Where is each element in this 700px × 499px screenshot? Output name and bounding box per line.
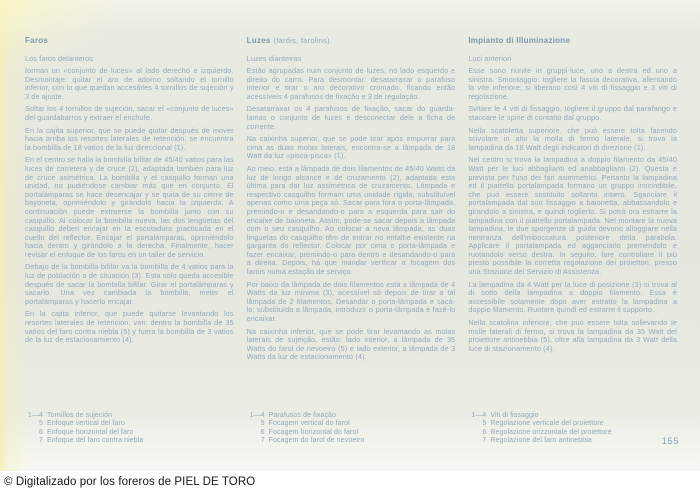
paragraph: Esse sono riunite in gruppi-luce, uno a destra ed uno a sinistra. Smontaggio: togliere la fascia decorativa, allentando la vite inferiore; si liberano così 4 viti di fissaggio e 3 viti di regolazione. [468, 66, 677, 101]
title-text: Impianto di Illuminazione [468, 36, 571, 45]
text-columns [25, 36, 677, 448]
footnote-text: Viti di fissaggio [490, 411, 539, 419]
title-text: Faros [25, 36, 49, 45]
footnote-text: Enfoque del faro contra niebla [47, 437, 144, 445]
footnote-number: 5 [39, 420, 43, 428]
footnote-number: 1—4 [471, 411, 487, 419]
footnote-row [247, 437, 456, 446]
footnote-text: Focagem vertical do farol [268, 420, 350, 428]
paragraph: En el centro se halla la bombilla bifilar de 45/40 vatios para las luces de carretera y de cruce (2), adaptada también para luz de cruce asimétrica. La bombilla y el casquillo forman una unidad, no pudiéndose cambiar más que en conjunto. El portalámparas se hace desencajar y se quita de su cierre de bayoneta, oprimiéndolo y girándolo hacia la izquierda. A continuación puede extraerse la bombilla junto con su casquillo. Al colocar la bombilla nueva, las dos lengüetas del casquillo deben encajar en la escotadura practicada en el cuello del reflector. Encajar el portalámparas, oprimiéndolo hacia dentro y girándolo a la derecha. Finalmente, hacer revisar el enfoque de los faros en un taller de servicio. [25, 155, 234, 259]
column-spanish [25, 36, 234, 448]
paragraph: Na caixinha inferior, que se pode tirar levantando as molas laterais de sujeição, estão: lado interior, a lâmpada de 35 Watts do farol de nevoeiro (5) e lado exterior, a lâmpada de 3 Watts da luz de estacionamento (4). [246, 326, 456, 362]
footnote-number: 7 [260, 437, 265, 445]
footnote-text: Parafusos de fixação [268, 411, 337, 419]
paragraph: Desatarraxar os 4 parafusos de fixação, sacar do guarda-lamas o conjunto de luzes e desconectar dele a ficha de corrente. [246, 104, 456, 131]
paragraph: Ao meio, está a lâmpada de dois filamentos de 45/40 Watts da luz de longo alcance e de cruzamento (2), adaptada esta última para dar luz assimétrica de cruzamento. Lâmpada e respectivo casquilho formam uma unidade rígida, substituível apenas como uma peça só. Sacar para fora o porta-lâmpada, premindo-o e desandando-o para a esquerda para sair do encaixe de baioneta. Assim, pode-se sacar depois a lâmpada com o seu casquilho. Ao colocar a nova lâmpada, as duas linguetas do casquilho têm de entrar no entalhe existente na garganta do reflector. Colocar por cima o porta-lâmpada e fazer encaixar, premindo-o para dentro e desandando-o para a direita. Depois, há que mandar verificar a focagem dos faróis numa estação de serviço. [246, 163, 456, 277]
footnote-row [25, 412, 234, 421]
title-note: (faróis, farolins) [273, 36, 330, 45]
footnote-row [25, 429, 234, 438]
paragraph: Por baixo da lâmpada de dois filamentos está a lâmpada de 4 Watts da luz mínima (3), acessível só depois de tirar a tal lâmpada de 2 filamentos. Desandar o porta-lâmpada e sacá-lo; substituída a lâmpada, introduzir o porta-lâmpada e fazê-lo encaixar. [246, 279, 456, 324]
footnote-legend [247, 412, 456, 448]
footnote-number: 6 [482, 428, 487, 436]
footnote-number: 1—4 [249, 411, 265, 419]
paragraph: En la cajita inferior, que puede quitarse levantando los resortes laterales de retención, van: dentro la bombilla de 35 vatios del faro contra niebla (5) y fuera la bombilla de 3 vatios de la luz de estacionamiento (4). [25, 309, 234, 345]
column-subtitle: Luzes dianteiras [246, 54, 302, 63]
footnote-row [247, 420, 456, 429]
footnote-number: 7 [39, 437, 43, 445]
title-text: Luzes [246, 36, 271, 45]
footnote-text: Enfoque horizontal del faro [47, 428, 134, 436]
paragraph: Nella scatoletta superiore, che può essere tolta facendo scivolare in alto la molla di fermo laterale, si trova la lampadina da 18 Watt degli indicatori di direzione (1). [468, 125, 677, 152]
footnote-row [25, 420, 234, 429]
footnote-row [468, 437, 677, 446]
footnote-number: 6 [39, 428, 43, 436]
watermark-text: © Digitalizado por los foreros de PIEL DE TORO [4, 476, 256, 488]
footnote-number: 6 [260, 428, 265, 436]
footnote-row [247, 412, 456, 421]
paragraph: Debajo de la bombilla bifilar va la bombilla de 4 vatios para la luz de población o de situación (3). Esta sólo queda accesible después de sacar la bombilla bifilar. Girar el portalámparas y sacarlo. Una vez cambiada la bombilla, meter el portalámparas y hacerlo encajar. [25, 262, 234, 306]
column-title-italian [468, 36, 677, 46]
footnote-text: Regolazione verticale del proiettore [490, 420, 604, 428]
footnote-row [468, 420, 677, 429]
footnote-text: Enfoque vertical del faro [47, 420, 125, 428]
paragraph: La lampadina da 4 Watt per la luce di posizione (3) si trova al di sotto della lampadina a doppio filamento. Essa è accessibile solamente dopo aver estratto la lampadina a doppio filamento. Ruotare quindi ed estrarre il supporto. [468, 279, 677, 315]
column-portuguese [247, 36, 456, 448]
footnote-legend [25, 412, 234, 448]
footnote-legend [468, 412, 677, 448]
column-subtitle: Luci anteriori [468, 54, 512, 63]
footnote-text: Tornillos de sujeción [47, 411, 113, 419]
footnote-text: Regolazione orizzontale del proiettore [490, 428, 612, 436]
column-subtitle: Los faros delanteros [25, 54, 93, 63]
footnote-number: 7 [482, 437, 487, 445]
paragraph: Svitare le 4 viti di fissaggio, togliere il gruppo dal parafango e staccare le spine di contatto dal gruppo. [468, 104, 677, 122]
paragraph: Estão agrupadas num conjunto de luzes, no lado esquerdo e direito do carro. Para desmontar: desatarraxar o parafuso interior e tirar o aro decorativo cromado, ficando então acessíveis 4 parafusos de fixação e 3 de regulação. [246, 66, 456, 101]
footnote-text: Focagem do farol de nevoeiro [268, 437, 365, 445]
footnote-number: 1—4 [27, 411, 43, 419]
footnote-row [468, 429, 677, 438]
footnote-row [468, 412, 677, 421]
page-number: 155 [661, 436, 679, 447]
footnote-row [25, 437, 234, 446]
paragraph: Na caixinha superior, que se pode tirar após empurrar para cima as duas molas laterais, encontra-se a lâmpada de 18 Watt da luz «pisca-pisca» (1). [246, 134, 456, 161]
footnote-text: Regolazione del faro antinebbia [490, 437, 592, 445]
column-title-portuguese [247, 36, 456, 46]
footnote-number: 5 [482, 420, 487, 428]
column-italian [468, 36, 677, 448]
paragraph: En la cajita superior, que se puede quitar después de mover hacia arriba los resortes laterales de retención, se encuentra la bombilla de 18 vatios de la luz direccional (1). [25, 125, 234, 152]
paragraph: Soltar los 4 tornillos de sujeción, sacar el «conjunto de luces» del guardabarros y extraer el enchufe. [25, 104, 234, 122]
column-title-spanish [25, 36, 234, 46]
paragraph: forman un «conjunto de luces» al lado derecho e izquierdo. Desmontaje: quitar el aro de adorno soltando el tornillo inferior, con lo que quedan accesibles 4 tornillos de sujeción y 3 de ajuste. [25, 66, 234, 101]
digitization-strip [0, 471, 700, 499]
paragraph: Nel centro si trova la lampadina a doppio filamento da 45/40 Watt per le luci abbaglianti ed anabbaglianti (2). Questa è prevista per l'uso dei fari asimmetrici. Pertanto la lampadina ed il piattello portalampada formano un gruppo inscindibile, che può essere sostituito soltanto intiero. Sganciare il portalampada dal suo fissaggio a baionetta, abbassandolo e girandolo a sinistra, e quindi toglierlo. Si potrà ora estrarre la lampadina con il piattello portalampada. Nel montare la nuova lampadina, le due sporgenze di guida devono alloggiare nella rientranza dell'imboccatura posteriore della parabola. Applicare il portalampada ed agganciarlo premendolo e ruotandolo verso destra. In seguito, fare controllare il più presto possibile la corretta regolazione dei proiettori, presso una Stazione del Servizio di Assistenza. [468, 155, 677, 277]
footnote-number: 5 [260, 420, 265, 428]
paragraph: Nella scatolina inferiore, che può essere tolta sollevando le molle laterali di fermo, si trova la lampadina da 35 Watt del proiettore antinebbia (5), oltre alla lampadina da 3 Watt della luce di stazionamento (4). [468, 318, 677, 353]
footnote-text: Focagem horizontal do farol [268, 428, 359, 436]
footnote-row [247, 429, 456, 438]
